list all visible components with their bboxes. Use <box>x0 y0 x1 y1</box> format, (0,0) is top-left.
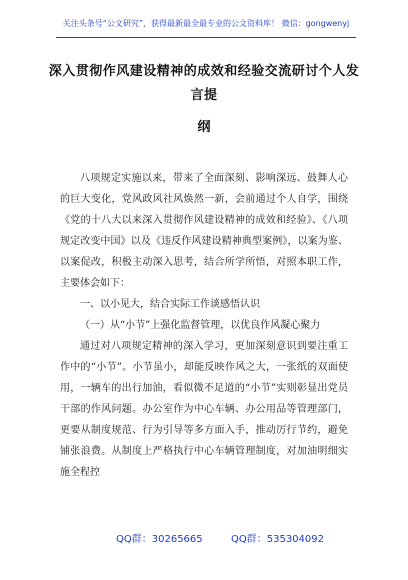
footer <box>56 532 356 548</box>
footer-qq-group-left: QQ群：30265665 <box>116 534 203 545</box>
document-body <box>60 168 348 483</box>
intro-paragraph: 八项规定实施以来，带来了全面深刻、影响深远、鼓舞人心的巨大变化，党风政风社风焕然一新，会前通过个人自学，围绕《党的十八大以来深入贯彻作风建设精神的成效和经验》、《八项规定改变中国》以及《违反作风建设精神典型案例》，以案为鉴、以案促改，积极主动深入思考，结合所学所悟，对照本职工作，主要体会如下： <box>60 173 348 289</box>
header-divider <box>56 37 356 38</box>
subsection-heading: （一）从“小节”上强化监督管理，以优良作风凝心聚力 <box>80 320 321 331</box>
document-title-continuation: 纲 <box>197 120 211 135</box>
document-title: 深入贯彻作风建设精神的成效和经验交流研讨个人发言提 <box>48 64 360 103</box>
section-heading: 一、以小见大，结合实际工作谈感悟认识 <box>80 299 260 310</box>
body-paragraph: 通过对八项规定精神的深入学习，更加深刻意识到要注重工作中的“小节”。小节虽小，却能反映作风之大，一张纸的双面使用，一辆车的出行加油，看似微不足道的“小节”实则彰显出党员干部的作风问题。办公室作为中心车辆、办公用品等管理部门，更要从制度规范、行为引导等多方面入手，推动厉行节约，避免铺张浪费。从制度上严格执行中心车辆管理制度，对加油明细实施全程控 <box>60 341 348 478</box>
header-banner: 关注头条号“公文研究”，获得最新最全最专业的公文资料库！ 微信：gongwenyj <box>62 19 350 28</box>
footer-qq-group-right: QQ群：535304092 <box>231 534 325 545</box>
